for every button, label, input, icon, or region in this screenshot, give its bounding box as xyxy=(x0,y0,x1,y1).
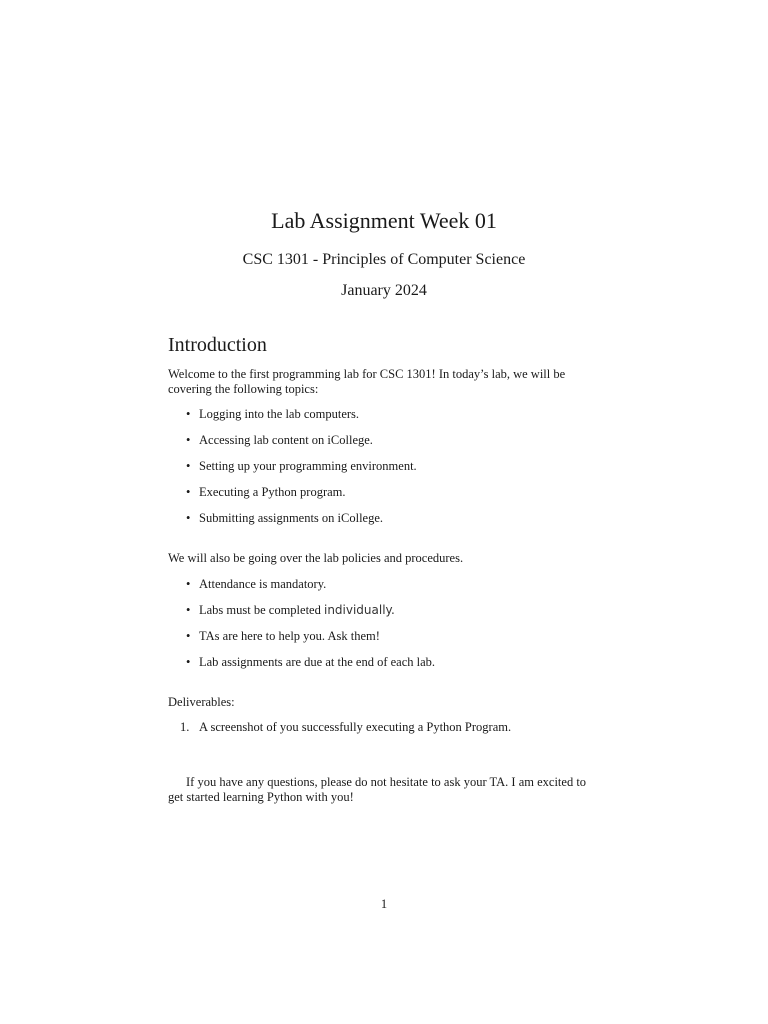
list-item xyxy=(186,603,606,618)
policies-list xyxy=(186,577,606,681)
list-item-number: 1. xyxy=(180,720,190,734)
list-item-text: Setting up your programming environment. xyxy=(199,459,417,473)
policies-intro-paragraph: We will also be going over the lab policies and procedures. xyxy=(168,551,464,565)
intro-paragraph: Welcome to the first programming lab for CSC 1301! In today’s lab, we will be covering the following topics: xyxy=(168,367,566,396)
list-item xyxy=(186,433,606,448)
list-item-text: TAs are here to help you. Ask them! xyxy=(199,629,380,643)
deliverables-list xyxy=(180,720,511,735)
list-item xyxy=(180,720,511,735)
topics-list xyxy=(186,407,606,537)
list-item xyxy=(186,485,606,500)
bullet-icon: • xyxy=(186,433,191,447)
list-item xyxy=(186,655,606,670)
deliverables-label: Deliverables: xyxy=(168,695,235,709)
course-name: CSC 1301 - Principles of Computer Science xyxy=(242,251,526,268)
list-item-text: Executing a Python program. xyxy=(199,485,346,499)
bullet-icon: • xyxy=(186,629,191,643)
list-item xyxy=(186,577,606,592)
list-item-text: Accessing lab content on iCollege. xyxy=(199,433,373,447)
bullet-icon: • xyxy=(186,407,191,421)
bullet-icon: • xyxy=(186,459,191,473)
policy-emphasis-text: individually. xyxy=(323,603,395,617)
list-item-text: A screenshot of you successfully executing a Python Program. xyxy=(199,720,512,734)
bullet-icon: • xyxy=(186,655,191,669)
bullet-icon: • xyxy=(186,577,191,591)
list-item-text: Attendance is mandatory. xyxy=(199,577,327,591)
document-date: January 2024 xyxy=(341,282,427,299)
list-item xyxy=(186,629,606,644)
page-number: 1 xyxy=(380,897,388,911)
bullet-icon: • xyxy=(186,511,191,525)
list-item xyxy=(186,407,606,422)
list-item xyxy=(186,459,606,474)
bullet-icon: • xyxy=(186,603,191,617)
section-heading-introduction: Introduction xyxy=(168,334,267,356)
list-item-text: Labs must be completed xyxy=(199,603,324,617)
list-item xyxy=(186,511,606,526)
list-item-text: Submitting assignments on iCollege. xyxy=(199,511,384,525)
closing-paragraph: If you have any questions, please do not hesitate to ask your TA. I am excited to get started learning Python with you! xyxy=(168,775,587,804)
bullet-icon: • xyxy=(186,485,191,499)
list-item-text: Logging into the lab computers. xyxy=(199,407,360,421)
list-item-text: Lab assignments are due at the end of each lab. xyxy=(199,655,436,669)
document-title: Lab Assignment Week 01 xyxy=(271,208,497,233)
